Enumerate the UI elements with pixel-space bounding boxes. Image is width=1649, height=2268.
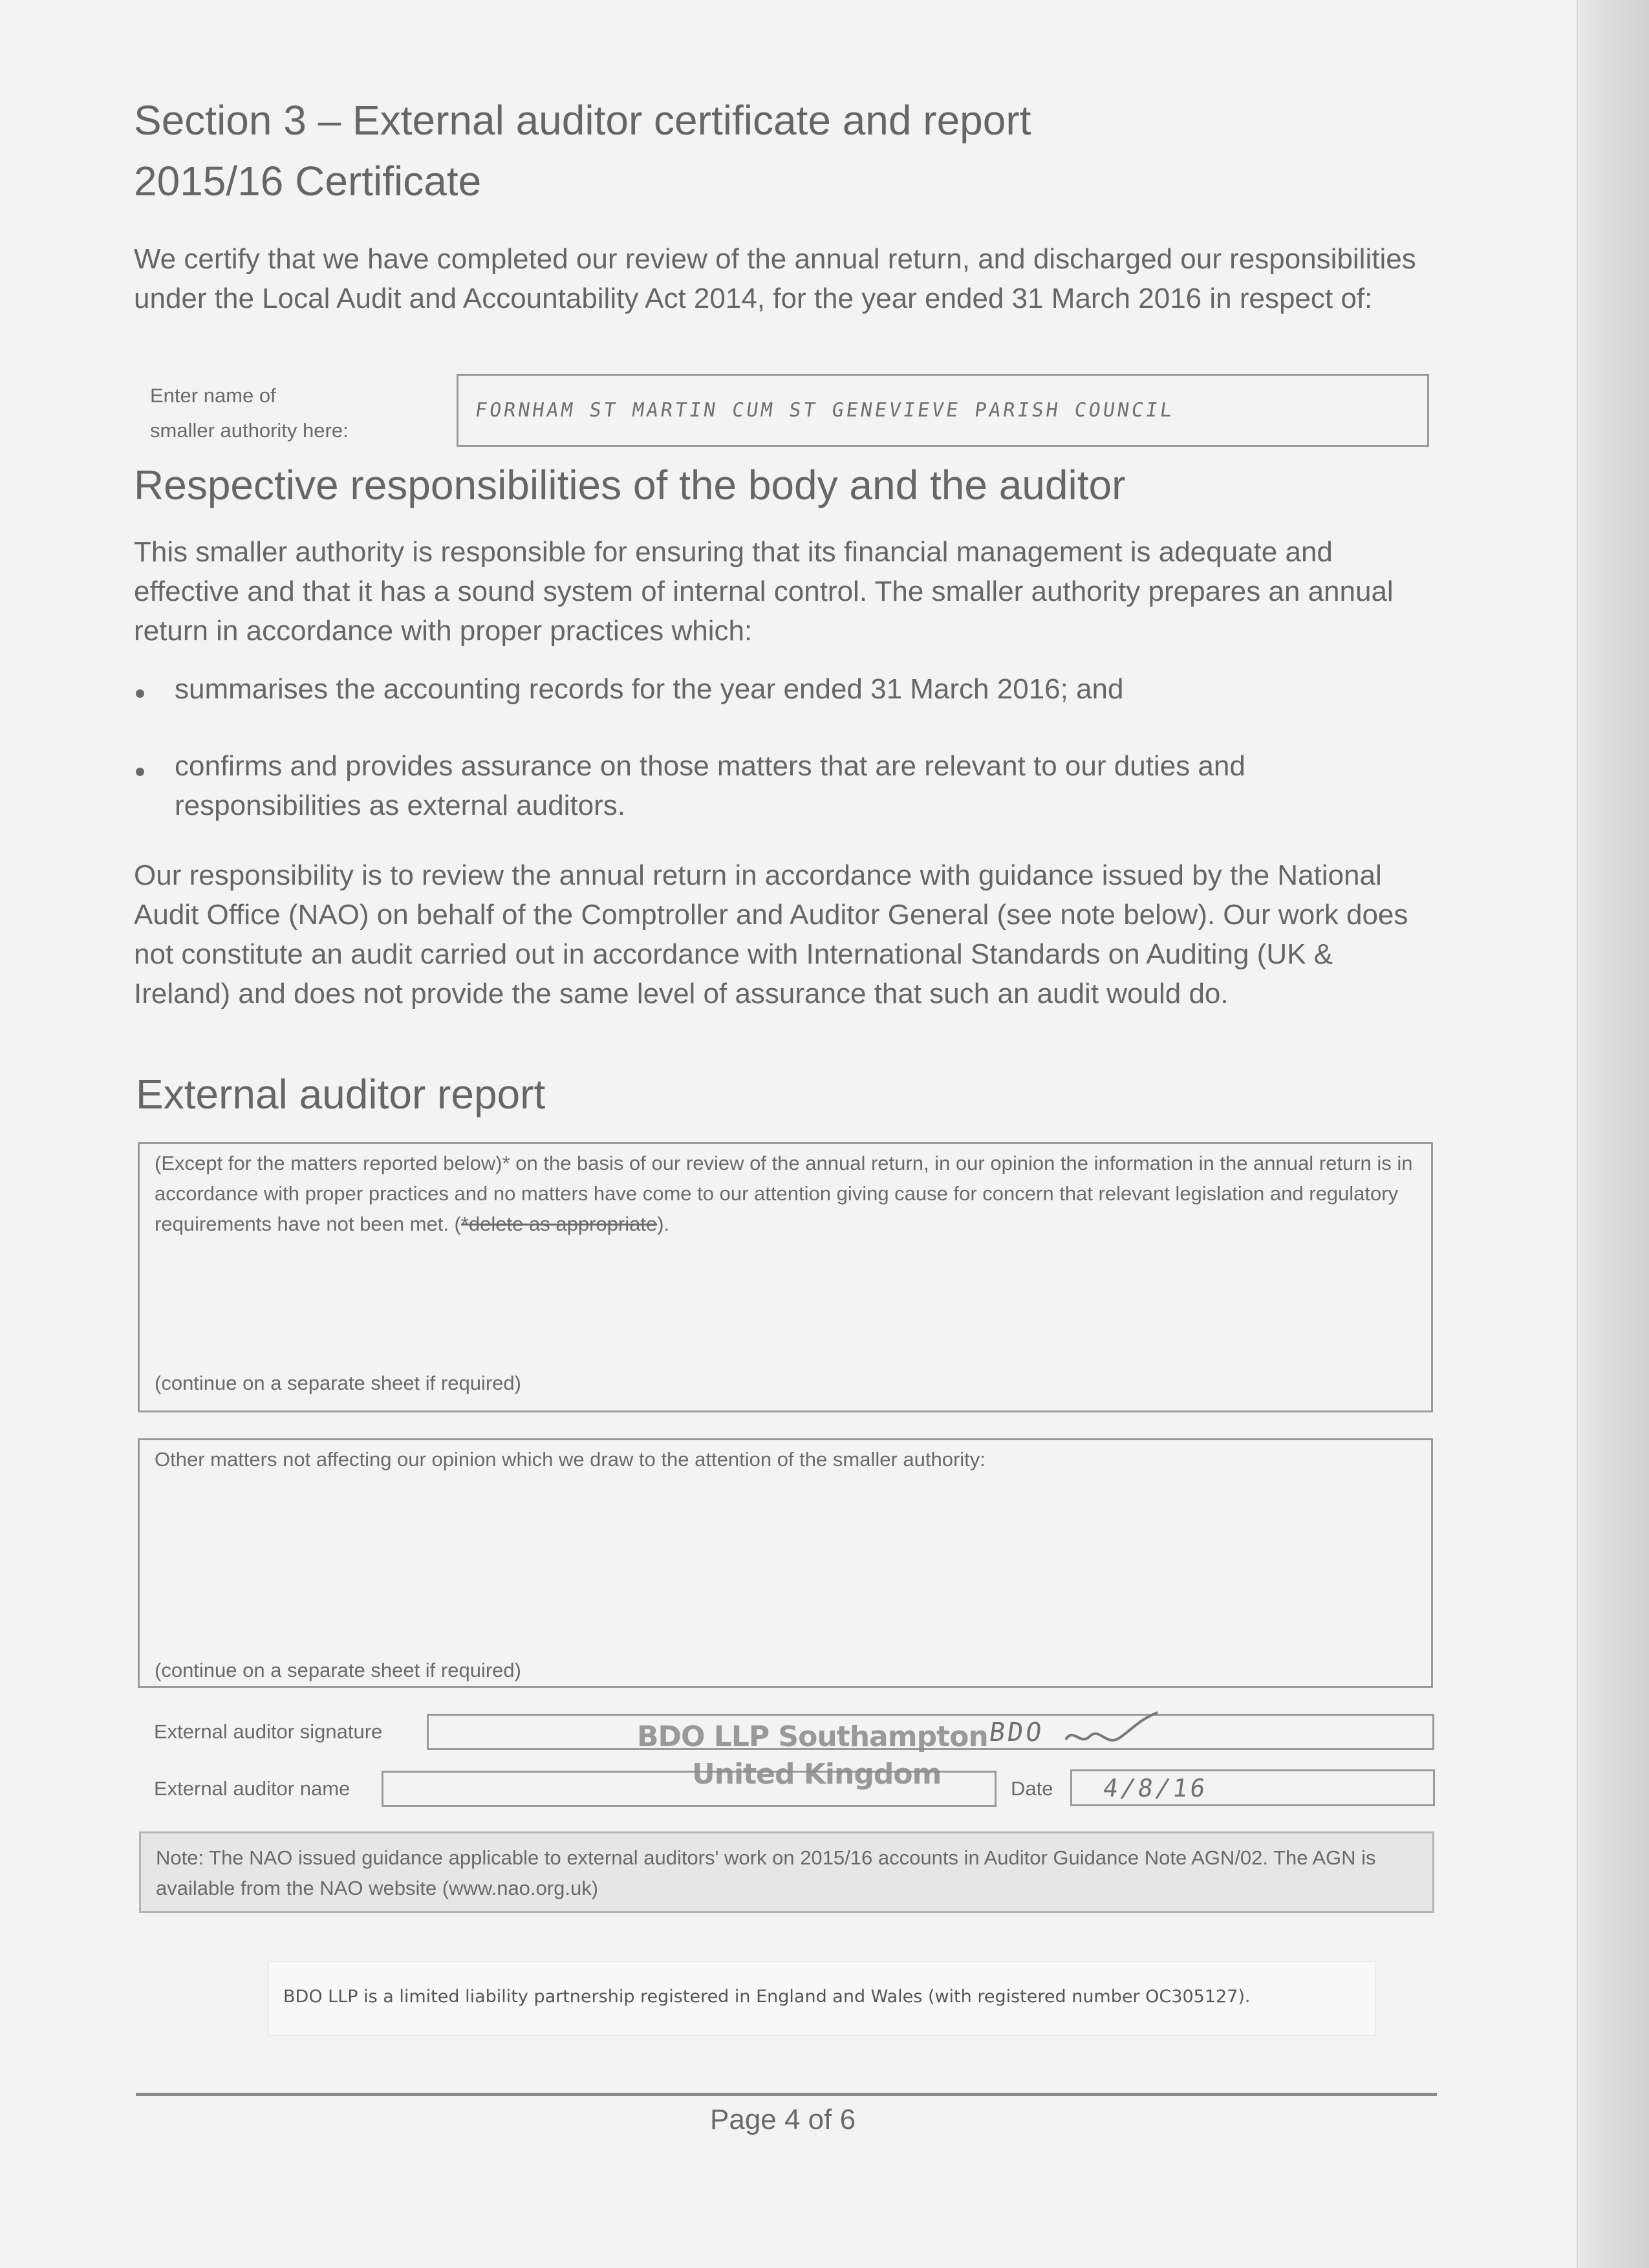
responsibilities-intro: This smaller authority is responsible for ensuring that its financial management is adequate and effective and that it has a sound system of internal control. The smaller authority prepares an annual return in accordance with proper practices which: [134, 536, 1394, 647]
signature-label: External auditor signature [154, 1720, 383, 1743]
opinion-end: ). [657, 1213, 670, 1235]
authority-label-line1: Enter name of [150, 384, 276, 407]
bdo-footer-box [268, 1961, 1375, 2036]
other-matters-box[interactable] [138, 1438, 1433, 1688]
date-value: 4/8/16 [1101, 1774, 1210, 1802]
name-label: External auditor name [154, 1777, 350, 1800]
bullet-dot [136, 689, 144, 698]
continue-note-2: (continue on a separate sheet if required) [155, 1659, 521, 1681]
certify-paragraph: We certify that we have completed our review of the annual return, and discharged our responsibilities under the Local Audit and Accountability Act 2014, for the year ended 31 March 2016 in respect of: [134, 243, 1416, 314]
opinion-main: (Except for the matters reported below)* on the basis of our review of the annual return, in our opinion the information in the annual return is in accordance with proper practices and no matters have come to our attention giving cause for concern that relevant legislation and regulatory requirements have not been met. ( [155, 1152, 1413, 1235]
opinion-text [155, 1148, 1416, 1239]
continue-note-1: (continue on a separate sheet if required) [155, 1372, 521, 1394]
nao-note-box [139, 1831, 1434, 1913]
signature-initials: BDO [987, 1718, 1046, 1747]
bullet-item-1: summarises the accounting records for the year ended 31 March 2016; and [175, 673, 1124, 705]
authority-name-field[interactable] [457, 374, 1429, 447]
our-responsibility-paragraph: Our responsibility is to review the annual return in accordance with guidance issued by the National Audit Office (NAO) on behalf of the Comptroller and Auditor General (see note below). Our work does not constitute an audit carried out in accordance with International Standards on Auditing (UK & Ireland) and does not provide the same level of assurance that such an audit would do. [134, 859, 1408, 1010]
opinion-struck: *delete as appropriate [460, 1213, 658, 1235]
date-label: Date [1011, 1777, 1053, 1800]
report-heading: External auditor report [136, 1071, 546, 1118]
footer-divider [136, 2093, 1437, 2096]
other-matters-text: Other matters not affecting our opinion which we draw to the attention of the smaller authority: [155, 1448, 986, 1471]
page-edge [1577, 0, 1649, 2268]
responsibilities-heading: Respective responsibilities of the body and the auditor [134, 462, 1126, 508]
bullet-dot [136, 768, 144, 776]
section-title: Section 3 – External auditor certificate and report [134, 97, 1031, 144]
authority-name-value: FORNHAM ST MARTIN CUM ST GENEVIEVE PARISH COUNCIL [473, 399, 1176, 422]
auditor-stamp-line2: United Kingdom [692, 1758, 942, 1791]
opinion-box[interactable] [138, 1142, 1433, 1412]
authority-label-line2: smaller authority here: [150, 419, 349, 442]
certificate-title: 2015/16 Certificate [134, 158, 482, 204]
bdo-footer-text: BDO LLP is a limited liability partnership registered in England and Wales (with registered number OC305127). [283, 1987, 1251, 2007]
nao-note-text: Note: The NAO issued guidance applicable to external auditors' work on 2015/16 accounts in Auditor Guidance Note AGN/02. The AGN is available from the NAO website (www.nao.org.uk) [156, 1846, 1376, 1899]
date-field[interactable] [1070, 1769, 1435, 1806]
bullet-item-2: confirms and provides assurance on those matters that are relevant to our duties and responsibilities as external auditors. [175, 750, 1245, 821]
auditor-stamp-line1: BDO LLP Southampton [637, 1720, 988, 1753]
page-number: Page 4 of 6 [710, 2104, 856, 2135]
signature-scribble [1061, 1701, 1170, 1753]
